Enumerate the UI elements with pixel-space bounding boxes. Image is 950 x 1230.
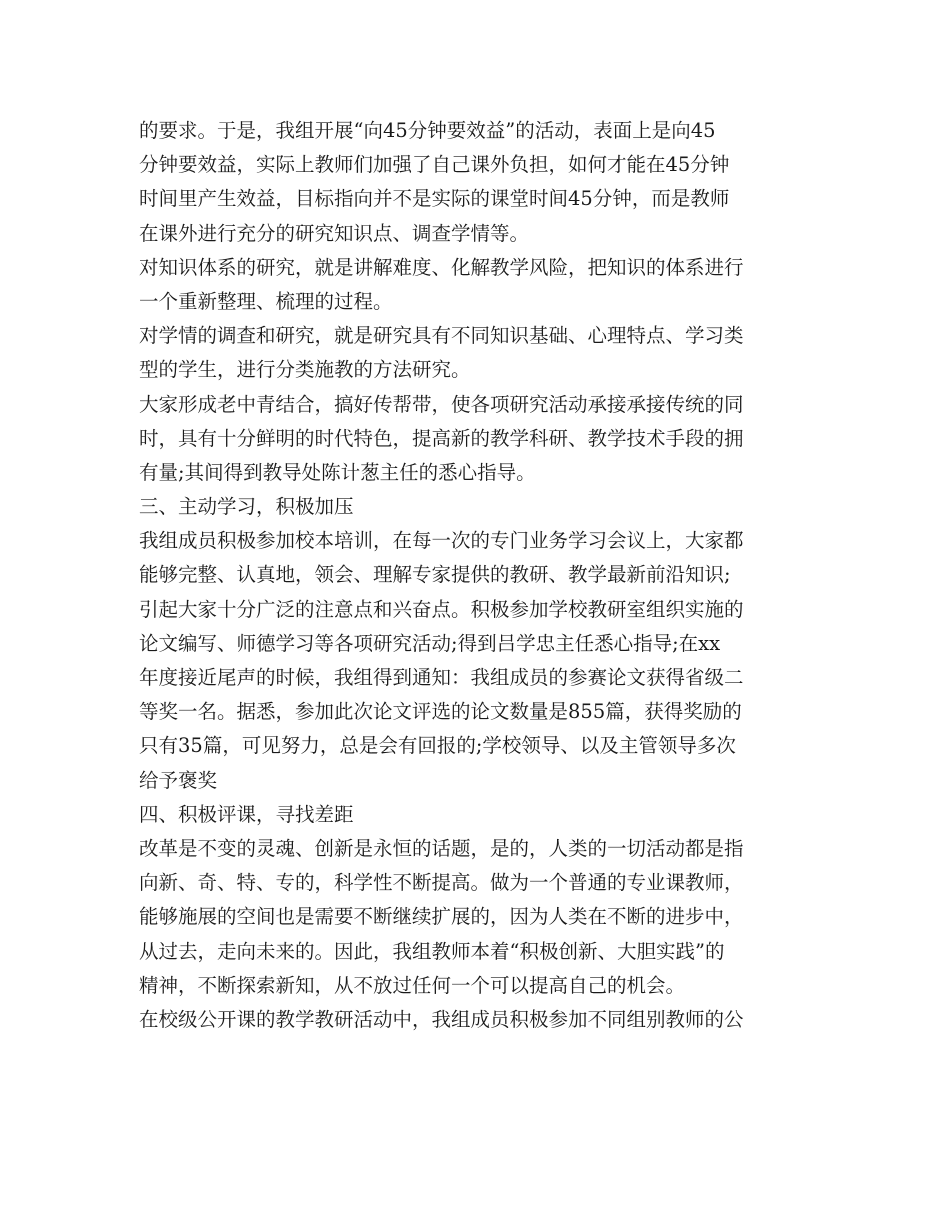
text-line: 能够完整、认真地，领会、理解专家提供的教研、教学最新前沿知识; (139, 563, 731, 587)
text-line: 等奖一名。据悉，参加此次论文评选的论文数量是855篇，获得奖励的 (139, 700, 742, 724)
text-line: 大家形成老中青结合，搞好传帮带，使各项研究活动承接承接传统的同 (139, 392, 744, 416)
text-line: 时间里产生效益，目标指向并不是实际的课堂时间45分钟，而是教师 (139, 187, 730, 211)
text-line: 向新、奇、特、专的，科学性不断提高。做为一个普通的专业课教师， (139, 871, 744, 895)
text-line: 的要求。于是，我组开展“向45分钟要效益”的活动，表面上是向45 (139, 119, 716, 142)
text-line: 精神，不断探索新知，从不放过任何一个可以提高自己的机会。 (139, 973, 686, 997)
text-line: 给予褒奖 (139, 768, 218, 792)
text-line: 引起大家十分广泛的注意点和兴奋点。积极参加学校教研室组织实施的 (139, 597, 744, 621)
section-heading: 三、主动学习，积极加压 (139, 495, 354, 519)
text-line: 年度接近尾声的时候，我组得到通知：我组成员的参赛论文获得省级二 (139, 666, 744, 689)
text-line: 从过去，走向未来的。因此，我组教师本着“积极创新、大胆实践”的 (139, 939, 725, 963)
text-line: 在校级公开课的教学教研活动中，我组成员积极参加不同组别教师的公 (139, 1007, 744, 1031)
text-line: 一个重新整理、梳理的过程。 (139, 289, 393, 313)
section-heading: 四、积极评课，寻找差距 (139, 802, 354, 826)
text-line: 能够施展的空间也是需要不断继续扩展的，因为人类在不断的进步中， (139, 905, 744, 929)
text-line: 论文编写、师德学习等各项研究活动;得到吕学忠主任悉心指导;在xx (139, 631, 721, 655)
text-line: 改革是不变的灵魂、创新是永恒的话题，是的，人类的一切活动都是指 (139, 836, 744, 860)
text-line: 分钟要效益，实际上教师们加强了自己课外负担，如何才能在45分钟 (139, 153, 730, 177)
text-line: 型的学生，进行分类施教的方法研究。 (139, 358, 471, 382)
text-line: 我组成员积极参加校本培训，在每一次的专门业务学习会议上，大家都 (139, 529, 744, 553)
text-line: 对知识体系的研究，就是讲解难度、化解教学风险，把知识的体系进行 (139, 255, 744, 279)
text-line: 时，具有十分鲜明的时代特色，提高新的教学科研、教学技术手段的拥 (139, 426, 744, 450)
text-line: 有量;其间得到教导处陈计葱主任的悉心指导。 (139, 460, 536, 484)
document-body (139, 114, 819, 1037)
text-line: 只有35篇，可见努力，总是会有回报的;学校领导、以及主管领导多次 (139, 734, 736, 758)
text-line: 在课外进行充分的研究知识点、调查学情等。 (139, 221, 530, 245)
text-line: 对学情的调查和研究，就是研究具有不同知识基础、心理特点、学习类 (139, 324, 744, 348)
